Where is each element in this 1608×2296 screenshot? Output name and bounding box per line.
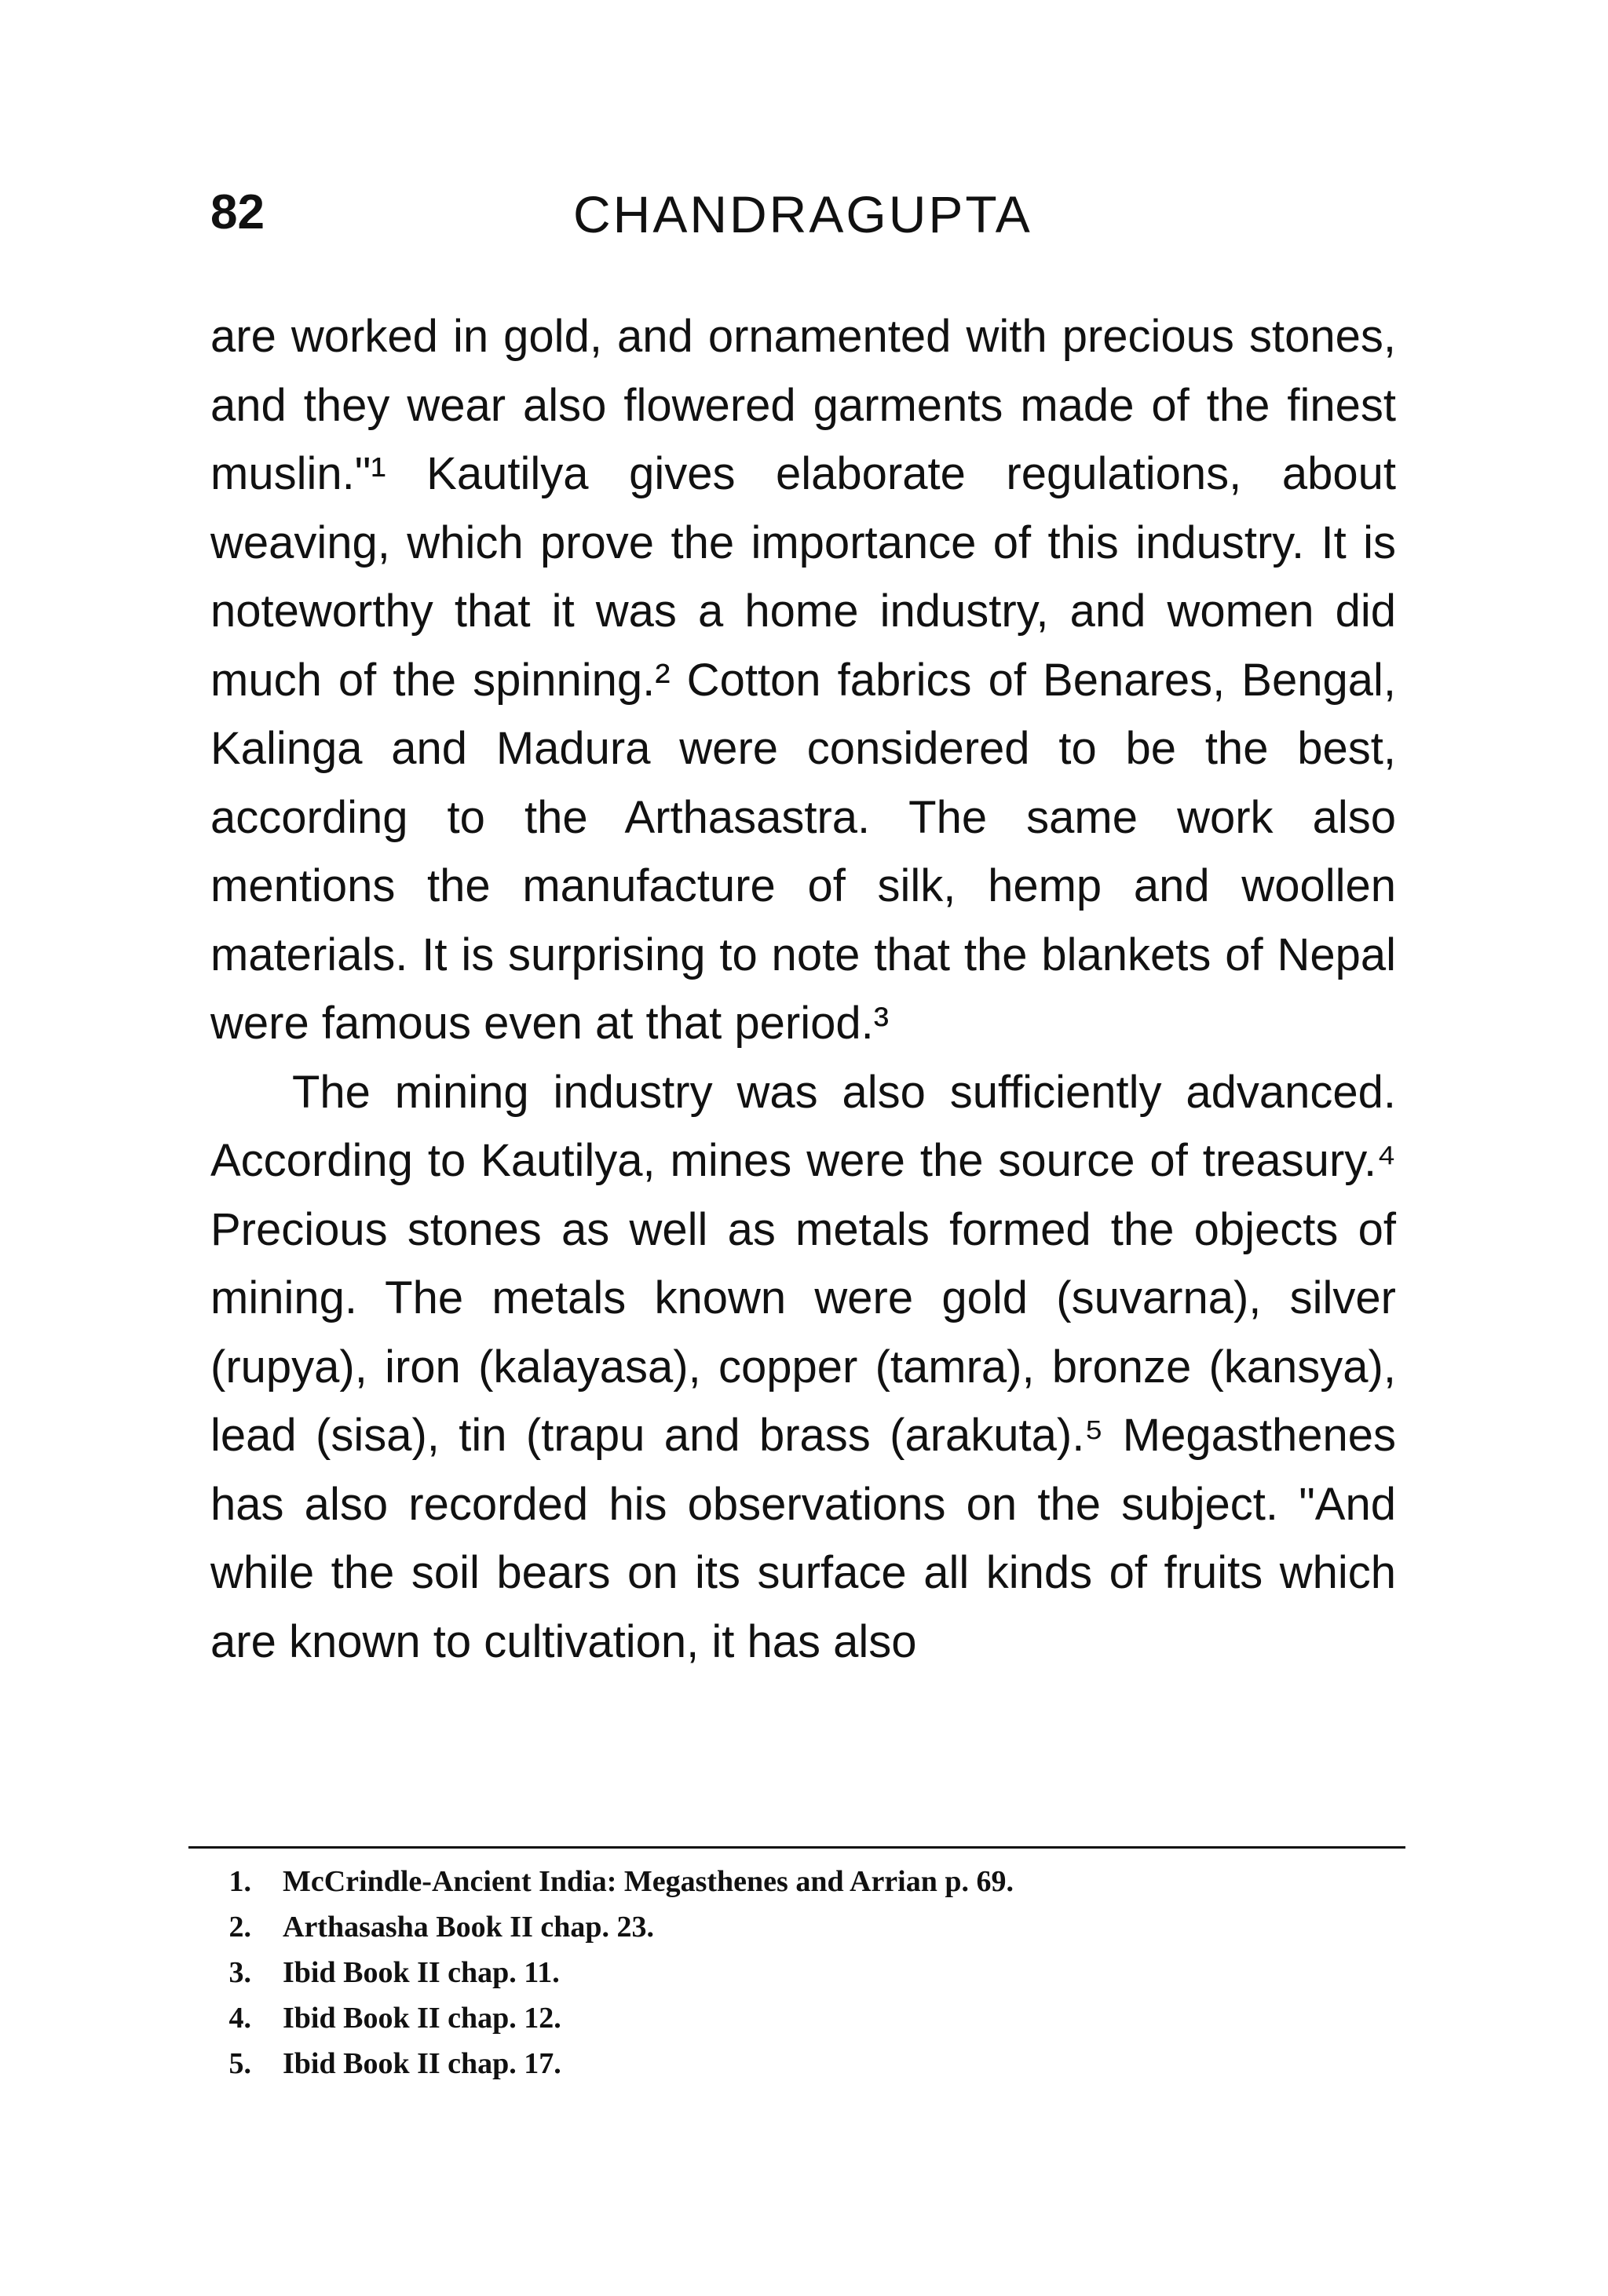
footnote-text: Ibid Book II chap. 12. (283, 2002, 561, 2035)
footnote-text: McCrindle-Ancient India: Megasthenes and Arrian p. 69. (283, 1865, 1014, 1898)
footnote-number: 2. (228, 1911, 251, 1944)
footnote (210, 2041, 1396, 2086)
footnote (210, 1995, 1396, 2041)
footnote-text: Arthasasha Book II chap. 23. (283, 1911, 654, 1944)
footnote-text: Ibid Book II chap. 17. (283, 2047, 561, 2080)
footnote (210, 1859, 1396, 1904)
paragraph: are worked in gold, and ornamented with precious stones, and they wear also flowered garments made of the finest muslin."¹ Kautilya gives elaborate regulations, about weaving, which prove the importance of this industry. It is noteworthy that it was a home industry, and women did much of the spinning.² Cotton fabrics of Benares, Bengal, Kalinga and Madura were considered to be the best, according to the Arthasastra. The same work also mentions the manufacture of silk, hemp and woollen materials. It is surprising to note that the blankets of Nepal were famous even at that period.³ (210, 311, 1396, 1049)
page-number: 82 (210, 185, 265, 239)
footnote-number: 1. (228, 1865, 251, 1898)
footnote-divider (188, 1846, 1405, 1849)
paragraph: The mining industry was also sufficiently advanced. According to Kautilya, mines were the source of treasury.⁴ Precious stones as well as metals formed the objects of mining. The metals known were gold (suvarna), silver (rupya), iron (kalayasa), copper (tamra), bronze (kansya), lead (sisa), tin (trapu and brass (arakuta).⁵ Megasthenes has also recorded his observations on the subject. "And while the soil bears on its surface all kinds of fruits which are known to cultivation, it has also (210, 1066, 1396, 1667)
running-head: CHANDRAGUPTA (573, 185, 1032, 243)
footnote-number: 3. (228, 1956, 251, 1989)
footnotes (210, 1859, 1396, 2086)
footnote-text: Ibid Book II chap. 11. (283, 1956, 560, 1989)
footnote-number: 5. (228, 2047, 251, 2080)
footnote (210, 1904, 1396, 1950)
body-text (210, 302, 1396, 1676)
footnote (210, 1950, 1396, 1995)
page-header (210, 184, 1404, 255)
footnote-number: 4. (228, 2002, 251, 2035)
